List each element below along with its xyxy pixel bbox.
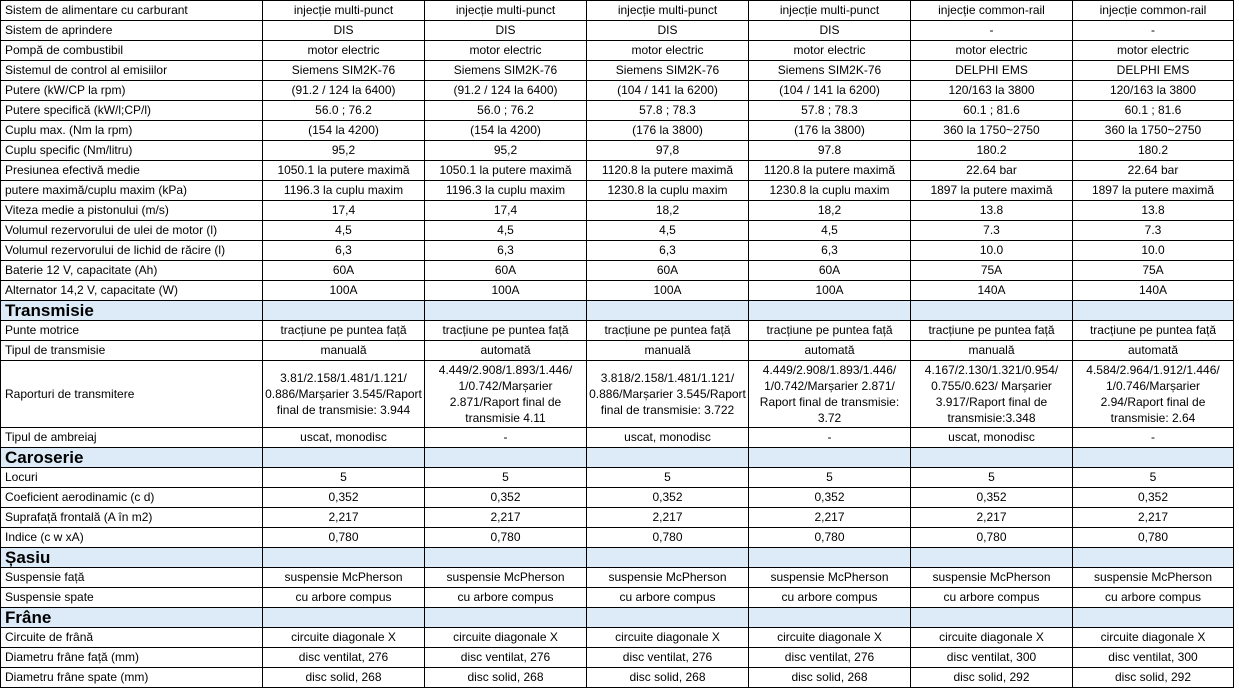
value-cell-model-3[interactable]: DIS bbox=[587, 21, 749, 41]
value-cell-model-3[interactable]: 97,8 bbox=[587, 141, 749, 161]
value-cell-model-2[interactable]: 0,352 bbox=[425, 488, 587, 508]
value-cell-model-4[interactable]: 4.449/2.908/1.893/1.446/ 1/0.742/Marșarier 2.871/ Raport final de transmisie: 3.72 bbox=[749, 361, 911, 428]
row-label-cell[interactable]: Pompă de combustibil bbox=[1, 41, 263, 61]
value-cell-model-3[interactable]: 1120.8 la putere maximă bbox=[587, 161, 749, 181]
table-row bbox=[1, 668, 1234, 688]
value-cell-model-1[interactable]: 17,4 bbox=[263, 201, 425, 221]
table-row bbox=[1, 321, 1234, 341]
value-cell-model-1[interactable]: injecție multi-punct bbox=[263, 1, 425, 21]
row-label-cell[interactable]: Suspensie spate bbox=[1, 588, 263, 608]
section-fill-cell[interactable] bbox=[263, 548, 425, 568]
row-label-cell[interactable]: Cuplu specific (Nm/litru) bbox=[1, 141, 263, 161]
value-cell-model-3[interactable]: circuite diagonale X bbox=[587, 628, 749, 648]
value-cell-model-5[interactable]: injecție common-rail bbox=[911, 1, 1073, 21]
value-cell-model-1[interactable]: DIS bbox=[263, 21, 425, 41]
value-cell-model-5[interactable]: cu arbore compus bbox=[911, 588, 1073, 608]
value-cell-model-5[interactable]: 360 la 1750~2750 bbox=[911, 121, 1073, 141]
section-fill-cell[interactable] bbox=[587, 448, 749, 468]
value-cell-model-5[interactable]: - bbox=[911, 21, 1073, 41]
value-cell-model-1[interactable]: (91.2 / 124 la 6400) bbox=[263, 81, 425, 101]
value-cell-model-6[interactable]: - bbox=[1073, 21, 1234, 41]
value-cell-model-2[interactable]: 5 bbox=[425, 468, 587, 488]
value-cell-model-5[interactable]: manuală bbox=[911, 341, 1073, 361]
section-fill-cell[interactable] bbox=[587, 548, 749, 568]
value-cell-model-2[interactable]: Siemens SIM2K-76 bbox=[425, 61, 587, 81]
value-cell-model-4[interactable]: automată bbox=[749, 341, 911, 361]
value-cell-model-3[interactable]: disc ventilat, 276 bbox=[587, 648, 749, 668]
value-cell-model-4[interactable]: 4,5 bbox=[749, 221, 911, 241]
value-cell-model-3[interactable]: cu arbore compus bbox=[587, 588, 749, 608]
row-label-cell[interactable]: Coeficient aerodinamic (c d) bbox=[1, 488, 263, 508]
value-cell-model-6[interactable]: 7.3 bbox=[1073, 221, 1234, 241]
section-fill-cell[interactable] bbox=[425, 301, 587, 321]
value-cell-model-6[interactable]: 0,352 bbox=[1073, 488, 1234, 508]
section-fill-cell[interactable] bbox=[749, 448, 911, 468]
value-cell-model-5[interactable]: 2,217 bbox=[911, 508, 1073, 528]
value-cell-model-4[interactable]: 2,217 bbox=[749, 508, 911, 528]
value-cell-model-2[interactable]: disc solid, 268 bbox=[425, 668, 587, 688]
value-cell-model-3[interactable]: 60A bbox=[587, 261, 749, 281]
section-header-row bbox=[1, 448, 1234, 468]
value-cell-model-6[interactable]: 1897 la putere maximă bbox=[1073, 181, 1234, 201]
value-cell-model-5[interactable]: disc solid, 292 bbox=[911, 668, 1073, 688]
value-cell-model-4[interactable]: (104 / 141 la 6200) bbox=[749, 81, 911, 101]
row-label-cell[interactable]: Punte motrice bbox=[1, 321, 263, 341]
value-cell-model-6[interactable]: disc solid, 292 bbox=[1073, 668, 1234, 688]
section-fill-cell[interactable] bbox=[1073, 548, 1234, 568]
value-cell-model-2[interactable]: injecție multi-punct bbox=[425, 1, 587, 21]
table-row bbox=[1, 588, 1234, 608]
value-cell-model-5[interactable]: suspensie McPherson bbox=[911, 568, 1073, 588]
value-cell-model-6[interactable]: 360 la 1750~2750 bbox=[1073, 121, 1234, 141]
value-cell-model-6[interactable]: DELPHI EMS bbox=[1073, 61, 1234, 81]
value-cell-model-5[interactable]: 7.3 bbox=[911, 221, 1073, 241]
value-cell-model-2[interactable]: tracțiune pe puntea față bbox=[425, 321, 587, 341]
section-fill-cell[interactable] bbox=[425, 608, 587, 628]
value-cell-model-6[interactable]: 22.64 bar bbox=[1073, 161, 1234, 181]
value-cell-model-4[interactable]: - bbox=[749, 428, 911, 448]
row-label-cell[interactable]: Suprafață frontală (A în m2) bbox=[1, 508, 263, 528]
section-fill-cell[interactable] bbox=[1073, 301, 1234, 321]
value-cell-model-1[interactable]: 3.81/2.158/1.481/1.121/ 0.886/Marșarier 3.545/Raport final de transmisie: 3.944 bbox=[263, 361, 425, 428]
value-cell-model-6[interactable]: 180.2 bbox=[1073, 141, 1234, 161]
value-cell-model-5[interactable]: 1897 la putere maximă bbox=[911, 181, 1073, 201]
value-cell-model-3[interactable]: Siemens SIM2K-76 bbox=[587, 61, 749, 81]
value-cell-model-1[interactable]: disc solid, 268 bbox=[263, 668, 425, 688]
row-label-cell[interactable]: Presiunea efectivă medie bbox=[1, 161, 263, 181]
value-cell-model-2[interactable]: 1196.3 la cuplu maxim bbox=[425, 181, 587, 201]
section-fill-cell[interactable] bbox=[263, 301, 425, 321]
value-cell-model-1[interactable]: 5 bbox=[263, 468, 425, 488]
value-cell-model-6[interactable]: disc ventilat, 300 bbox=[1073, 648, 1234, 668]
value-cell-model-2[interactable]: motor electric bbox=[425, 41, 587, 61]
value-cell-model-5[interactable]: tracțiune pe puntea față bbox=[911, 321, 1073, 341]
value-cell-model-4[interactable]: 97.8 bbox=[749, 141, 911, 161]
value-cell-model-3[interactable]: (104 / 141 la 6200) bbox=[587, 81, 749, 101]
value-cell-model-2[interactable]: suspensie McPherson bbox=[425, 568, 587, 588]
value-cell-model-6[interactable]: motor electric bbox=[1073, 41, 1234, 61]
table-row bbox=[1, 568, 1234, 588]
table-row bbox=[1, 81, 1234, 101]
value-cell-model-2[interactable]: circuite diagonale X bbox=[425, 628, 587, 648]
value-cell-model-5[interactable]: 140A bbox=[911, 281, 1073, 301]
value-cell-model-6[interactable]: 75A bbox=[1073, 261, 1234, 281]
value-cell-model-5[interactable]: 4.167/2.130/1.321/0.954/ 0.755/0.623/ Marșarier 3.917/Raport final de transmisie:3.348 bbox=[911, 361, 1073, 428]
value-cell-model-2[interactable]: 100A bbox=[425, 281, 587, 301]
value-cell-model-2[interactable]: (154 la 4200) bbox=[425, 121, 587, 141]
table-row bbox=[1, 101, 1234, 121]
value-cell-model-1[interactable]: cu arbore compus bbox=[263, 588, 425, 608]
value-cell-model-6[interactable]: injecție common-rail bbox=[1073, 1, 1234, 21]
section-fill-cell[interactable] bbox=[911, 548, 1073, 568]
section-fill-cell[interactable] bbox=[749, 608, 911, 628]
value-cell-model-1[interactable]: circuite diagonale X bbox=[263, 628, 425, 648]
value-cell-model-4[interactable]: disc ventilat, 276 bbox=[749, 648, 911, 668]
value-cell-model-5[interactable]: 0,780 bbox=[911, 528, 1073, 548]
value-cell-model-4[interactable]: tracțiune pe puntea față bbox=[749, 321, 911, 341]
value-cell-model-3[interactable]: 3.818/2.158/1.481/1.121/ 0.886/Marșarier 3.545/Raport final de transmisie: 3.722 bbox=[587, 361, 749, 428]
table-row bbox=[1, 141, 1234, 161]
value-cell-model-6[interactable]: 4.584/2.964/1.912/1.446/ 1/0.746/Marșarier 2.94/Raport final de transmisie: 2.64 bbox=[1073, 361, 1234, 428]
value-cell-model-6[interactable]: 60.1 ; 81.6 bbox=[1073, 101, 1234, 121]
value-cell-model-2[interactable]: 6,3 bbox=[425, 241, 587, 261]
section-header-row bbox=[1, 548, 1234, 568]
value-cell-model-5[interactable]: 5 bbox=[911, 468, 1073, 488]
value-cell-model-3[interactable]: 0,780 bbox=[587, 528, 749, 548]
value-cell-model-2[interactable]: 56.0 ; 76.2 bbox=[425, 101, 587, 121]
value-cell-model-5[interactable]: 13.8 bbox=[911, 201, 1073, 221]
value-cell-model-1[interactable]: 4,5 bbox=[263, 221, 425, 241]
value-cell-model-2[interactable]: 95,2 bbox=[425, 141, 587, 161]
value-cell-model-3[interactable]: 6,3 bbox=[587, 241, 749, 261]
section-fill-cell[interactable] bbox=[1073, 608, 1234, 628]
value-cell-model-2[interactable]: 60A bbox=[425, 261, 587, 281]
section-fill-cell[interactable] bbox=[587, 608, 749, 628]
value-cell-model-6[interactable]: circuite diagonale X bbox=[1073, 628, 1234, 648]
value-cell-model-3[interactable]: manuală bbox=[587, 341, 749, 361]
spec-sheet-body bbox=[1, 1, 1234, 688]
row-label-cell[interactable]: Sistem de aprindere bbox=[1, 21, 263, 41]
value-cell-model-6[interactable]: 140A bbox=[1073, 281, 1234, 301]
value-cell-model-1[interactable]: 95,2 bbox=[263, 141, 425, 161]
value-cell-model-2[interactable]: (91.2 / 124 la 6400) bbox=[425, 81, 587, 101]
table-row bbox=[1, 1, 1234, 21]
value-cell-model-1[interactable]: Siemens SIM2K-76 bbox=[263, 61, 425, 81]
value-cell-model-1[interactable]: tracțiune pe puntea față bbox=[263, 321, 425, 341]
value-cell-model-2[interactable]: 2,217 bbox=[425, 508, 587, 528]
table-row bbox=[1, 628, 1234, 648]
table-row bbox=[1, 41, 1234, 61]
value-cell-model-1[interactable]: disc ventilat, 276 bbox=[263, 648, 425, 668]
value-cell-model-6[interactable]: 5 bbox=[1073, 468, 1234, 488]
row-label-cell[interactable]: Volumul rezervorului de lichid de răcire (l) bbox=[1, 241, 263, 261]
value-cell-model-4[interactable]: 0,352 bbox=[749, 488, 911, 508]
value-cell-model-4[interactable]: 18,2 bbox=[749, 201, 911, 221]
row-label-cell[interactable]: Sistem de alimentare cu carburant bbox=[1, 1, 263, 21]
value-cell-model-3[interactable]: 2,217 bbox=[587, 508, 749, 528]
value-cell-model-3[interactable]: 18,2 bbox=[587, 201, 749, 221]
value-cell-model-1[interactable]: (154 la 4200) bbox=[263, 121, 425, 141]
table-row bbox=[1, 508, 1234, 528]
table-row bbox=[1, 181, 1234, 201]
value-cell-model-3[interactable]: uscat, monodisc bbox=[587, 428, 749, 448]
table-row bbox=[1, 341, 1234, 361]
value-cell-model-4[interactable]: 1120.8 la putere maximă bbox=[749, 161, 911, 181]
value-cell-model-6[interactable]: 2,217 bbox=[1073, 508, 1234, 528]
value-cell-model-4[interactable]: suspensie McPherson bbox=[749, 568, 911, 588]
table-row bbox=[1, 468, 1234, 488]
value-cell-model-3[interactable]: 4,5 bbox=[587, 221, 749, 241]
section-fill-cell[interactable] bbox=[425, 548, 587, 568]
value-cell-model-4[interactable]: 100A bbox=[749, 281, 911, 301]
value-cell-model-1[interactable]: 1196.3 la cuplu maxim bbox=[263, 181, 425, 201]
table-row bbox=[1, 161, 1234, 181]
value-cell-model-1[interactable]: 100A bbox=[263, 281, 425, 301]
row-label-cell[interactable]: Raporturi de transmitere bbox=[1, 361, 263, 428]
row-label-cell[interactable]: Indice (c w xA) bbox=[1, 528, 263, 548]
value-cell-model-4[interactable]: circuite diagonale X bbox=[749, 628, 911, 648]
value-cell-model-3[interactable]: suspensie McPherson bbox=[587, 568, 749, 588]
value-cell-model-1[interactable]: 2,217 bbox=[263, 508, 425, 528]
value-cell-model-1[interactable]: motor electric bbox=[263, 41, 425, 61]
value-cell-model-3[interactable]: 5 bbox=[587, 468, 749, 488]
section-fill-cell[interactable] bbox=[911, 301, 1073, 321]
value-cell-model-1[interactable]: suspensie McPherson bbox=[263, 568, 425, 588]
row-label-cell[interactable]: Alternator 14,2 V, capacitate (W) bbox=[1, 281, 263, 301]
row-label-cell[interactable]: Tipul de ambreiaj bbox=[1, 428, 263, 448]
value-cell-model-4[interactable]: (176 la 3800) bbox=[749, 121, 911, 141]
value-cell-model-4[interactable]: DIS bbox=[749, 21, 911, 41]
section-header-row bbox=[1, 608, 1234, 628]
row-label-cell[interactable]: Diametru frâne spate (mm) bbox=[1, 668, 263, 688]
value-cell-model-5[interactable]: 120/163 la 3800 bbox=[911, 81, 1073, 101]
table-row bbox=[1, 21, 1234, 41]
value-cell-model-2[interactable]: 1050.1 la putere maximă bbox=[425, 161, 587, 181]
row-label-cell[interactable]: putere maximă/cuplu maxim (kPa) bbox=[1, 181, 263, 201]
value-cell-model-4[interactable]: injecție multi-punct bbox=[749, 1, 911, 21]
section-fill-cell[interactable] bbox=[263, 448, 425, 468]
table-row bbox=[1, 361, 1234, 428]
section-title[interactable]: Frâne bbox=[1, 608, 263, 628]
section-fill-cell[interactable] bbox=[263, 608, 425, 628]
row-label-cell[interactable]: Suspensie față bbox=[1, 568, 263, 588]
row-label-cell[interactable]: Baterie 12 V, capacitate (Ah) bbox=[1, 261, 263, 281]
value-cell-model-5[interactable]: 75A bbox=[911, 261, 1073, 281]
row-label-cell[interactable]: Diametru frâne față (mm) bbox=[1, 648, 263, 668]
value-cell-model-2[interactable]: cu arbore compus bbox=[425, 588, 587, 608]
value-cell-model-3[interactable]: disc solid, 268 bbox=[587, 668, 749, 688]
value-cell-model-3[interactable]: (176 la 3800) bbox=[587, 121, 749, 141]
value-cell-model-6[interactable]: 0,780 bbox=[1073, 528, 1234, 548]
table-row bbox=[1, 261, 1234, 281]
table-row bbox=[1, 201, 1234, 221]
value-cell-model-4[interactable]: Siemens SIM2K-76 bbox=[749, 61, 911, 81]
row-label-cell[interactable]: Locuri bbox=[1, 468, 263, 488]
section-title[interactable]: Șasiu bbox=[1, 548, 263, 568]
value-cell-model-1[interactable]: 0,780 bbox=[263, 528, 425, 548]
row-label-cell[interactable]: Circuite de frână bbox=[1, 628, 263, 648]
value-cell-model-4[interactable]: disc solid, 268 bbox=[749, 668, 911, 688]
value-cell-model-4[interactable]: 5 bbox=[749, 468, 911, 488]
section-fill-cell[interactable] bbox=[749, 548, 911, 568]
value-cell-model-6[interactable]: automată bbox=[1073, 341, 1234, 361]
row-label-cell[interactable]: Tipul de transmisie bbox=[1, 341, 263, 361]
value-cell-model-6[interactable]: cu arbore compus bbox=[1073, 588, 1234, 608]
section-title[interactable]: Caroserie bbox=[1, 448, 263, 468]
section-title[interactable]: Transmisie bbox=[1, 301, 263, 321]
row-label-cell[interactable]: Sistemul de control al emisiilor bbox=[1, 61, 263, 81]
value-cell-model-3[interactable]: 57.8 ; 78.3 bbox=[587, 101, 749, 121]
value-cell-model-6[interactable]: 10.0 bbox=[1073, 241, 1234, 261]
value-cell-model-2[interactable]: DIS bbox=[425, 21, 587, 41]
value-cell-model-4[interactable]: 6,3 bbox=[749, 241, 911, 261]
value-cell-model-4[interactable]: motor electric bbox=[749, 41, 911, 61]
table-row bbox=[1, 241, 1234, 261]
value-cell-model-4[interactable]: cu arbore compus bbox=[749, 588, 911, 608]
value-cell-model-5[interactable]: circuite diagonale X bbox=[911, 628, 1073, 648]
value-cell-model-5[interactable]: uscat, monodisc bbox=[911, 428, 1073, 448]
table-row bbox=[1, 528, 1234, 548]
value-cell-model-3[interactable]: 1230.8 la cuplu maxim bbox=[587, 181, 749, 201]
row-label-cell[interactable]: Putere specifică (kW/l;CP/l) bbox=[1, 101, 263, 121]
value-cell-model-4[interactable]: 0,780 bbox=[749, 528, 911, 548]
value-cell-model-1[interactable]: 56.0 ; 76.2 bbox=[263, 101, 425, 121]
value-cell-model-1[interactable]: 1050.1 la putere maximă bbox=[263, 161, 425, 181]
value-cell-model-3[interactable]: 100A bbox=[587, 281, 749, 301]
value-cell-model-1[interactable]: 60A bbox=[263, 261, 425, 281]
section-fill-cell[interactable] bbox=[425, 448, 587, 468]
value-cell-model-5[interactable]: 0,352 bbox=[911, 488, 1073, 508]
value-cell-model-2[interactable]: 0,780 bbox=[425, 528, 587, 548]
value-cell-model-1[interactable]: 0,352 bbox=[263, 488, 425, 508]
section-fill-cell[interactable] bbox=[911, 608, 1073, 628]
value-cell-model-5[interactable]: 22.64 bar bbox=[911, 161, 1073, 181]
row-label-cell[interactable]: Putere (kW/CP la rpm) bbox=[1, 81, 263, 101]
value-cell-model-6[interactable]: tracțiune pe puntea față bbox=[1073, 321, 1234, 341]
table-row bbox=[1, 61, 1234, 81]
value-cell-model-6[interactable]: suspensie McPherson bbox=[1073, 568, 1234, 588]
section-fill-cell[interactable] bbox=[587, 301, 749, 321]
value-cell-model-5[interactable]: disc ventilat, 300 bbox=[911, 648, 1073, 668]
value-cell-model-2[interactable]: - bbox=[425, 428, 587, 448]
value-cell-model-5[interactable]: motor electric bbox=[911, 41, 1073, 61]
value-cell-model-6[interactable]: - bbox=[1073, 428, 1234, 448]
value-cell-model-2[interactable]: disc ventilat, 276 bbox=[425, 648, 587, 668]
section-header-row bbox=[1, 301, 1234, 321]
table-row bbox=[1, 221, 1234, 241]
section-fill-cell[interactable] bbox=[1073, 448, 1234, 468]
section-fill-cell[interactable] bbox=[749, 301, 911, 321]
table-row bbox=[1, 488, 1234, 508]
value-cell-model-2[interactable]: automată bbox=[425, 341, 587, 361]
value-cell-model-2[interactable]: 17,4 bbox=[425, 201, 587, 221]
row-label-cell[interactable]: Cuplu max. (Nm la rpm) bbox=[1, 121, 263, 141]
section-fill-cell[interactable] bbox=[911, 448, 1073, 468]
value-cell-model-5[interactable]: 180.2 bbox=[911, 141, 1073, 161]
value-cell-model-2[interactable]: 4,5 bbox=[425, 221, 587, 241]
value-cell-model-2[interactable]: 4.449/2.908/1.893/1.446/ 1/0.742/Marșarier 2.871/Raport final de transmisie 4.11 bbox=[425, 361, 587, 428]
value-cell-model-3[interactable]: injecție multi-punct bbox=[587, 1, 749, 21]
value-cell-model-5[interactable]: 60.1 ; 81.6 bbox=[911, 101, 1073, 121]
value-cell-model-4[interactable]: 60A bbox=[749, 261, 911, 281]
value-cell-model-3[interactable]: tracțiune pe puntea față bbox=[587, 321, 749, 341]
value-cell-model-5[interactable]: DELPHI EMS bbox=[911, 61, 1073, 81]
row-label-cell[interactable]: Viteza medie a pistonului (m/s) bbox=[1, 201, 263, 221]
value-cell-model-1[interactable]: 6,3 bbox=[263, 241, 425, 261]
value-cell-model-6[interactable]: 120/163 la 3800 bbox=[1073, 81, 1234, 101]
value-cell-model-6[interactable]: 13.8 bbox=[1073, 201, 1234, 221]
row-label-cell[interactable]: Volumul rezervorului de ulei de motor (l) bbox=[1, 221, 263, 241]
value-cell-model-4[interactable]: 57.8 ; 78.3 bbox=[749, 101, 911, 121]
value-cell-model-1[interactable]: uscat, monodisc bbox=[263, 428, 425, 448]
table-row bbox=[1, 428, 1234, 448]
table-row bbox=[1, 648, 1234, 668]
value-cell-model-1[interactable]: manuală bbox=[263, 341, 425, 361]
value-cell-model-3[interactable]: 0,352 bbox=[587, 488, 749, 508]
table-row bbox=[1, 121, 1234, 141]
value-cell-model-5[interactable]: 10.0 bbox=[911, 241, 1073, 261]
table-row bbox=[1, 281, 1234, 301]
value-cell-model-4[interactable]: 1230.8 la cuplu maxim bbox=[749, 181, 911, 201]
value-cell-model-3[interactable]: motor electric bbox=[587, 41, 749, 61]
